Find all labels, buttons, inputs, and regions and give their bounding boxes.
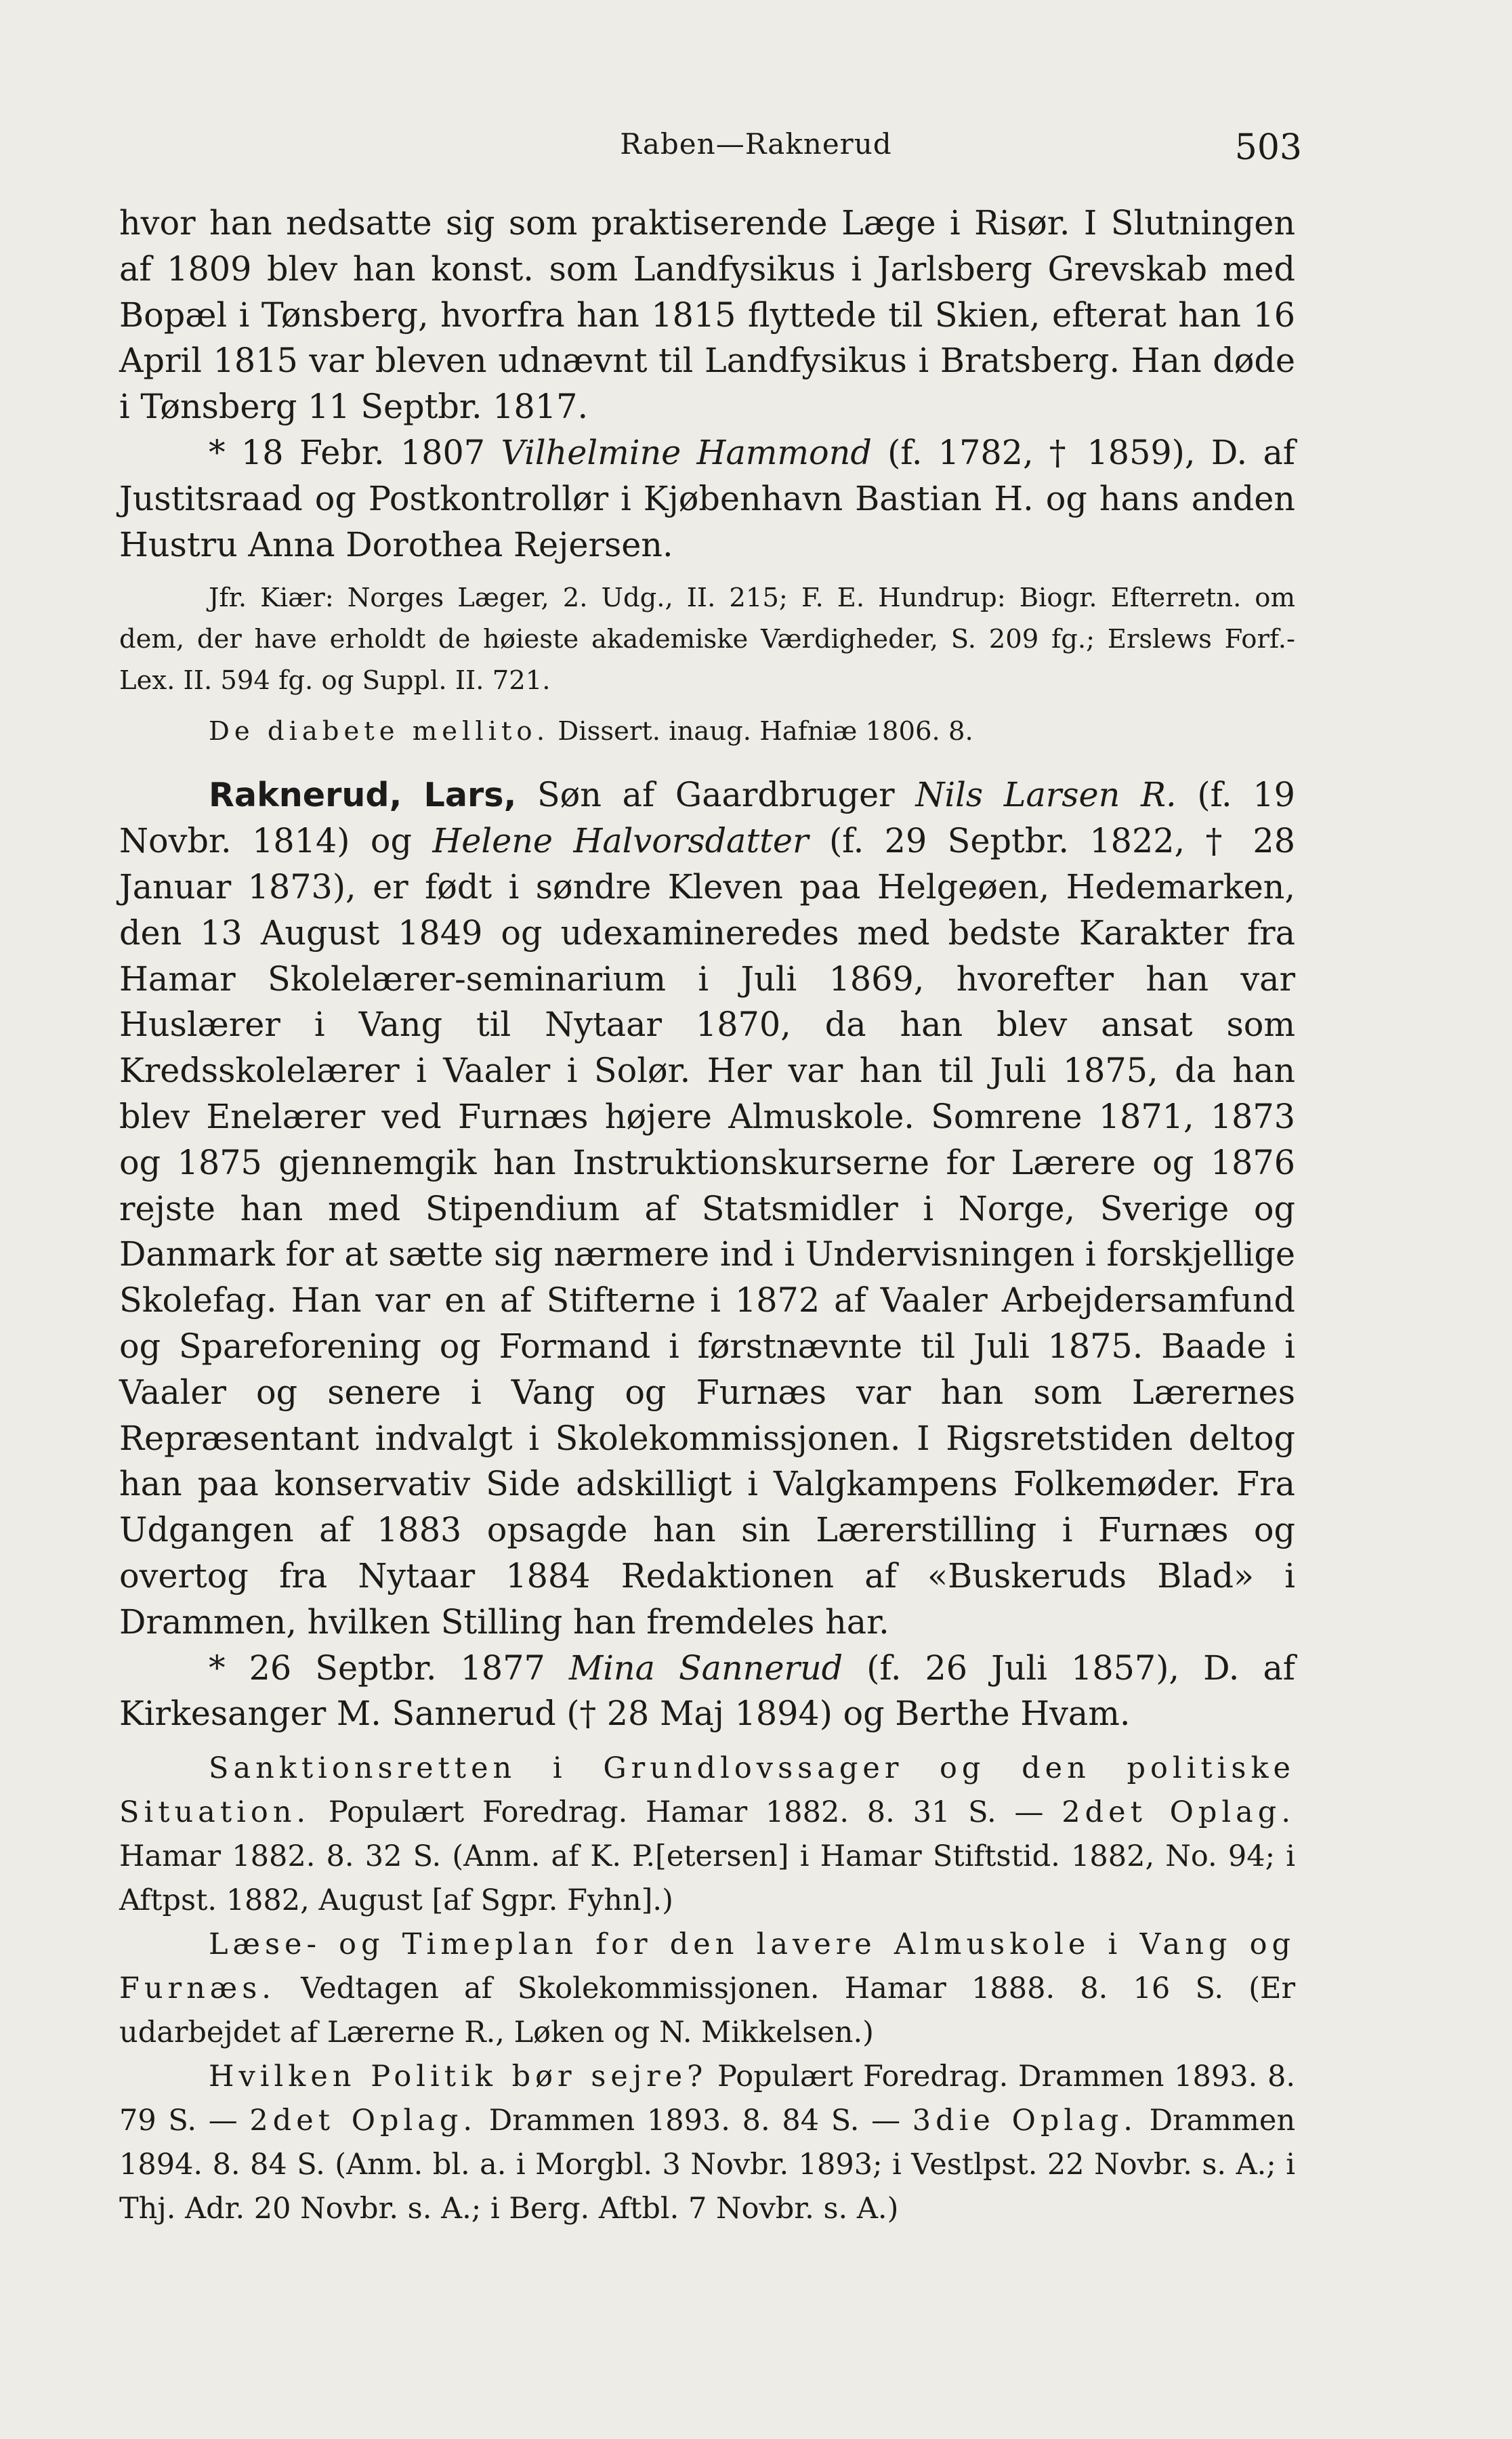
raben-biography-end: hvor han nedsatte sig som praktiserende Læge i Risør. I Slutningen af 1809 blev han konst. som Landfysikus i Jarlsberg Grevskab med Bopæl i Tønsberg, hvorfra han 1815 flyttede til Skien, efterat han 16 April 1815 var bleven udnævnt til Landfysikus i Bratsberg. Han døde i Tønsberg 11 Septbr. 1817. (119, 203, 1295, 427)
work-3-edition-3: 3die Oplag. (912, 2104, 1137, 2138)
work-3-details-b: Drammen 1893. 8. 84 S. — (488, 2104, 901, 2138)
work-3-details-c: Drammen 1894. 8. 84 S. (Anm. bl. a. i Morgbl. 3 Novbr. 1893; i Vestlpst. 22 Novbr. s. A.; i Thj. Adr. 20 Novbr. s. A.; i Berg. Aftbl. 7 Novbr. s. A.) (119, 2104, 1296, 2226)
page-number: 503 (1234, 127, 1302, 168)
raknerud-biography (119, 772, 1295, 1645)
raknerud-marriage-details: (f. 26 Juli 1857), D. af Kirkesanger M. Sannerud († 28 Maj 1894) og Berthe Hvam. (119, 1648, 1295, 1734)
work-1-details-a: Populært Foredrag. Hamar 1882. 8. 31 S. — (328, 1795, 1044, 1830)
raknerud-work-3 (119, 2055, 1295, 2231)
raknerud-mother: Helene Halvorsdatter (432, 821, 809, 861)
raben-references: Jfr. Kiær: Norges Læger, 2. Udg., II. 215; F. E. Hundrup: Biogr. Efterretn. om dem, der have erholdt de høieste akademiske Værdigheder, S. 209 fg.; Erslews Forf.-Lex. II. 594 fg. og Suppl. II. 721. (119, 583, 1295, 696)
raknerud-work-1 (119, 1747, 1295, 1923)
work-2-details: Vedtagen af Skolekommissjonen. Hamar 1888. 8. 16 S. (Er udarbejdet af Lærerne R., Løken og N. Mikkelsen.) (119, 1972, 1295, 2050)
work-3-title: Hvilken Politik bør sejre? (209, 2060, 708, 2094)
work-1-edition: 2det Oplag. (1062, 1795, 1295, 1830)
raknerud-body: (f. 29 Septbr. 1822, † 28 Januar 1873), er født i søndre Kleven paa Helgeøen, Hedemarken, den 13 August 1849 og udexamineredes med bedste Karakter fra Hamar Skolelærer-seminarium i Juli 1869, hvorefter han var Huslærer i Vang til Nytaar 1870, da han blev ansat som Kredsskolelærer i Vaaler i Solør. Her var han til Juli 1875, da han blev Enelærer ved Furnæs højere Almuskole. Somrene 1871, 1873 og 1875 gjennemgik han Instruktionskurserne for Lærere og 1876 rejste han med Stipendium af Statsmidler i Norge, Sverige og Danmark for at sætte sig nærmere ind i Undervisningen i forskjellige Skolefag. Han var en af Stifterne i 1872 af Vaaler Arbejdersamfund og Spareforening og Formand i førstnævnte til Juli 1875. Baade i Vaaler og senere i Vang og Furnæs var han som Lærernes Repræsentant indvalgt i Skolekommissjonen. I Rigsretstiden deltog han paa konservativ Side adskilligt i Valgkampens Folkemøder. Fra Udgangen af 1883 opsagde han sin Lærerstilling i Furnæs og overtog fra Nytaar 1884 Redaktionen af «Buskeruds Blad» i Drammen, hvilken Stilling han fremdeles har. (119, 821, 1296, 1642)
raben-marriage-date: * 18 Febr. 1807 (209, 432, 486, 472)
running-title: Raben—Raknerud (620, 127, 892, 161)
page-header (0, 127, 1512, 175)
raben-work-title: De diabete mellito. (209, 716, 550, 747)
work-1-title: Sanktionsretten i Grundlovssager og den politiske Situation. (119, 1751, 1295, 1830)
raben-marriage-details: (f. 1782, † 1859), D. af Justitsraad og Postkontrollør i Kjøbenhavn Bastian H. og hans anden Hustru Anna Dorothea Rejersen. (119, 432, 1296, 564)
raben-work-details: Dissert. inaug. Hafniæ 1806. 8. (558, 716, 973, 747)
raknerud-entry-name: Raknerud, Lars, (209, 775, 517, 815)
raknerud-intro-mid: (f. 19 Novbr. 1814) og (119, 775, 1295, 861)
raknerud-intro: Søn af Gaardbruger (537, 775, 895, 815)
raben-work (119, 711, 1295, 752)
raben-wife-name: Vilhelmine Hammond (501, 432, 872, 472)
work-3-edition-2: 2det Oplag. (249, 2104, 478, 2138)
raknerud-marriage (119, 1646, 1295, 1738)
raben-marriage (119, 430, 1295, 568)
raknerud-work-2 (119, 1923, 1295, 2055)
work-1-details-b: Hamar 1882. 8. 32 S. (Anm. af K. P.[etersen] i Hamar Stiftstid. 1882, No. 94; i Aftpst. 1882, August [af Sgpr. Fyhn].) (119, 1839, 1295, 1918)
page-body (119, 201, 1295, 2231)
work-3-details-a: Populært Foredrag. Drammen 1893. 8. 79 S. — (119, 2060, 1296, 2138)
raknerud-father: Nils Larsen R. (915, 775, 1177, 815)
raknerud-marriage-date: * 26 Septbr. 1877 (209, 1648, 545, 1688)
work-2-title: Læse- og Timeplan for den lavere Almuskole i Vang og Furnæs. (119, 1927, 1295, 2006)
raknerud-wife-name: Mina Sannerud (568, 1648, 843, 1688)
